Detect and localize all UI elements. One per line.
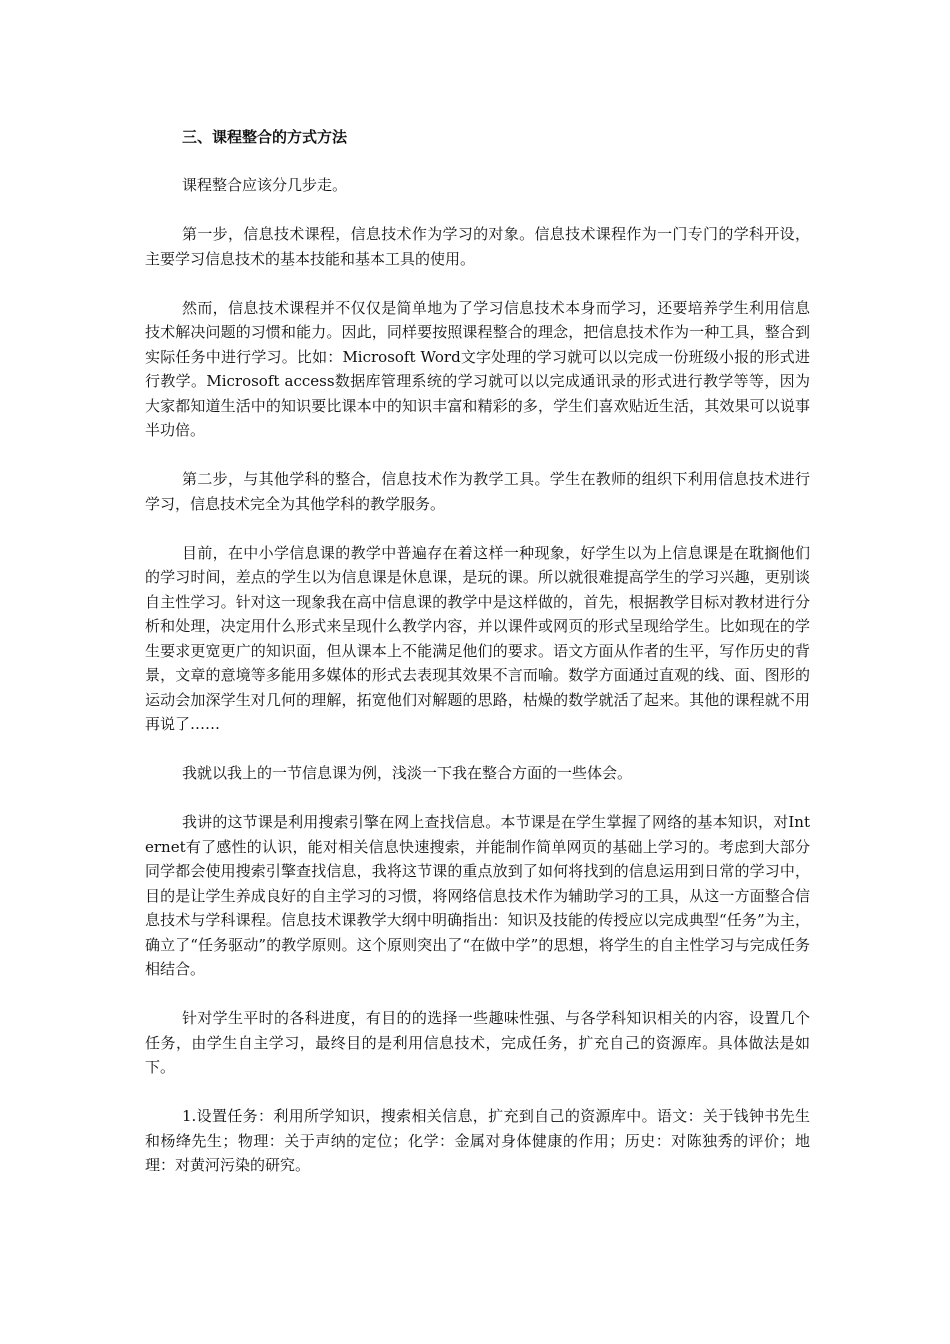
- paragraph-9: 1.设置任务：利用所学知识，搜索相关信息，扩充到自己的资源库中。语文：关于钱钟书先生和杨绛先生；物理：关于声纳的定位；化学：金属对身体健康的作用；历史：对陈独秀的评价；地理：对黄河污染的研究。: [145, 1107, 810, 1174]
- paragraph-8: 针对学生平时的各科进度，有目的的选择一些趣味性强、与各学科知识相关的内容，设置几个任务，由学生自主学习，最终目的是利用信息技术，完成任务，扩充自己的资源库。具体做法是如下。: [145, 1009, 810, 1076]
- paragraph-5: 目前，在中小学信息课的教学中普遍存在着这样一种现象，好学生以为上信息课是在耽搁他们的学习时间，差点的学生以为信息课是休息课，是玩的课。所以就很难提高学生的学习兴趣，更别谈自主性学习。针对这一现象我在高中信息课的教学中是这样做的，首先，根据教学目标对教材进行分析和处理，决定用什么形式来呈现什么教学内容，并以课件或网页的形式呈现给学生。比如现在的学生要求更宽更广的知识面，但从课本上不能满足他们的要求。语文方面从作者的生平，写作历史的背景，文章的意境等多能用多媒体的形式去表现其效果不言而喻。数学方面通过直观的线、面、图形的运动会加深学生对几何的理解，拓宽他们对解题的思路，枯燥的数学就活了起来。其他的课程就不用再说了……: [145, 543, 810, 733]
- paragraph-1: 课程整合应该分几步走。: [182, 176, 348, 194]
- paragraph-7: 我讲的这节课是利用搜索引擎在网上查找信息。本节课是在学生掌握了网络的基本知识，对Internet有了感性的认识，能对相关信息快速搜索，并能制作简单网页的基础上学习的。考虑到大部分同学都会使用搜索引擎查找信息，我将这节课的重点放到了如何将找到的信息运用到日常的学习中，目的是让学生养成良好的自主学习的习惯，将网络信息技术作为辅助学习的工具，从这一方面整合信息技术与学科课程。信息技术课教学大纲中明确指出：知识及技能的传授应以完成典型“任务”为主，确立了“任务驱动”的教学原则。这个原则突出了“在做中学”的思想，将学生的自主性学习与完成任务相结合。: [145, 813, 810, 978]
- paragraph-3: 然而，信息技术课程并不仅仅是简单地为了学习信息技术本身而学习，还要培养学生利用信息技术解决问题的习惯和能力。因此，同样要按照课程整合的理念，把信息技术作为一种工具，整合到实际任务中进行学习。比如：Microsoft Word文字处理的学习就可以以完成一份班级小报的形式进行教学。Microsoft access数据库管理系统的学习就可以以完成通讯录的形式进行教学等等，因为大家都知道生活中的知识要比课本中的知识丰富和精彩的多，学生们喜欢贴近生活，其效果可以说事半功倍。: [145, 298, 810, 439]
- document-body: [145, 125, 810, 1202]
- paragraph-4: 第二步，与其他学科的整合，信息技术作为教学工具。学生在教师的组织下利用信息技术进行学习，信息技术完全为其他学科的教学服务。: [145, 470, 810, 513]
- paragraph-2: 第一步，信息技术课程，信息技术作为学习的对象。信息技术课程作为一门专门的学科开设，主要学习信息技术的基本技能和基本工具的使用。: [145, 225, 810, 268]
- section-heading: 三、课程整合的方式方法: [182, 128, 348, 146]
- paragraph-6: 我就以我上的一节信息课为例，浅淡一下我在整合方面的一些体会。: [182, 764, 633, 782]
